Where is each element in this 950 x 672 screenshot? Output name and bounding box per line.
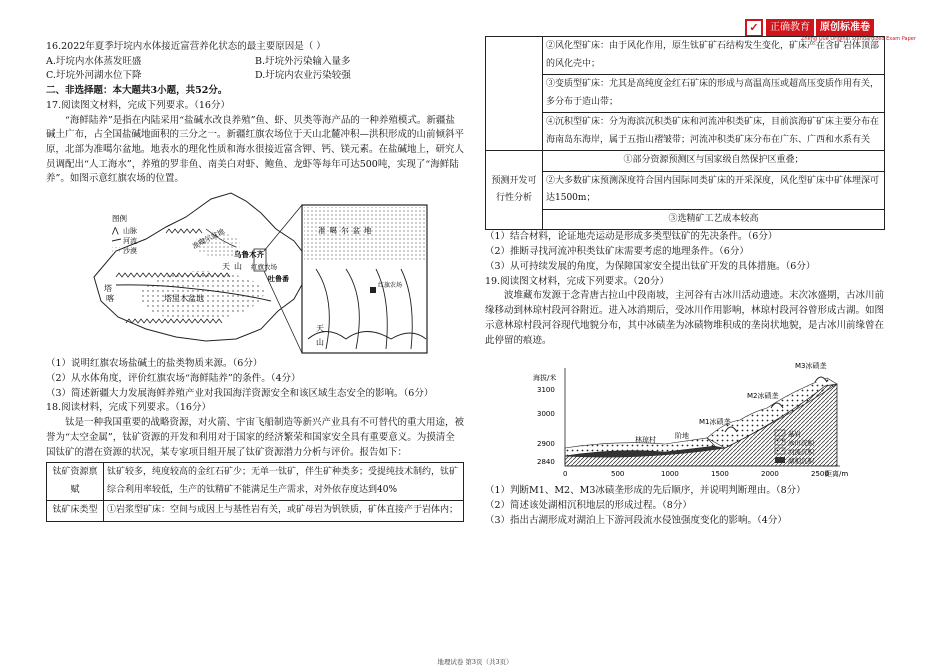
table-row — [486, 209, 885, 230]
map-legend — [111, 213, 137, 255]
left-column — [46, 40, 464, 522]
q16-option-b[interactable]: B.圩垸外污染输入量多 — [255, 55, 351, 67]
y-tick-2900: 2900 — [537, 440, 555, 449]
x-tick-0: 0 — [563, 470, 568, 479]
y-tick-3100: 3100 — [537, 386, 555, 395]
table-row — [486, 113, 885, 151]
table-cell-feasibility-3: ③选精矿工艺成本较高 — [543, 209, 885, 230]
q17-sub2: （2）从水体角度，评价红旗农场“海鲜陆养”的条件。（4分） — [46, 372, 301, 384]
x-tick-1500: 1500 — [711, 470, 729, 479]
table-cell-endowment: 钛矿较多，纯度较高的金红石矿少；无单一钛矿，伴生矿种类多；受提纯技术制约，钛矿综合利用率较低，生产的钛精矿不能满足生产需求，对外依存度达到40% — [104, 463, 464, 501]
q19-head: 19.阅读图文材料，完成下列要求。（20分） — [485, 275, 669, 287]
table-cell-type-3: ③变质型矿床：尤其是高纯度金红石矿床的形成与高温高压或超高压变质作用有关，多分布于造山带； — [543, 75, 885, 113]
q18-sub3: （3）从可持续发展的角度，为保障国家安全提出钛矿开发的具体措施。（6分） — [485, 260, 816, 272]
q17-para: “海鲜陆养”是指在内陆采用“盐碱水改良养殖”鱼、虾、贝类等海产品的一种养殖模式。新疆盐碱土广布，占全国盐碱地面积的三分之一。新疆红旗农场位于天山北麓冲积—洪积形成的山前倾斜平原，北部为准噶尔盆地。地表水的理化性质和海水很接近富含钾、钙、镁元素。在盐碱地上，研究人员调配出“人工海水”，养殖的罗非鱼、南美白对虾、鲍鱼、龙虾等每年可达500吨，实现了“海鲜陆养”。如图示意红旗农场的位置。 — [46, 114, 465, 185]
label-tarim: 塔里木盆地 — [164, 294, 204, 304]
table-cell-type-4: ④沉积型矿床：分为海滨沉积类矿床和河流冲积类矿床，目前滨海矿矿床主要分布在海南岛东海岸，属于五指山褶皱带；河流冲积类矿床分布在广东、广西和水系有关 — [543, 113, 885, 151]
label-m2: M2冰碛垄 — [747, 392, 779, 401]
m3-moraine — [815, 377, 827, 382]
legend-river: 河流 — [123, 237, 137, 246]
titanium-table-part2 — [485, 36, 885, 230]
inset-label-shan: 山 — [316, 338, 324, 348]
label-ta: 塔 — [104, 284, 112, 294]
table-head-type: 钛矿床类型 — [47, 501, 104, 522]
inset-farm-marker — [370, 287, 376, 293]
xinjiang-map — [46, 189, 464, 355]
inset-label-farm: 红旗农场 — [378, 282, 403, 290]
table-row — [47, 501, 464, 522]
bedrock-legend-icon — [775, 430, 785, 436]
q19-para: 波堆藏布发源于念青唐古拉山中段南坡，主河谷有古冰川活动遗迹。末次冰盛期，古冰川前缘移动到林琼村段河谷附近。进入冰消期后，受冰川作用影响，林琼村段河谷曾形成古湖。如图示意林琼村段河谷现代地貌分布，其中冰碛垄为冰碛物堆积成的垄岗状地貌，是古冰川前缘曾在此停留的痕迹。 — [485, 290, 885, 346]
legend-lake: 湖相沉积 — [788, 457, 814, 466]
legend-bedrock: 基岩 — [788, 430, 801, 439]
y-tick-3000: 3000 — [537, 410, 555, 419]
profile-ylabel: 海拔/米 — [533, 374, 557, 383]
table-cell-feasibility-1: ①部分资源预测区与国家级自然保护区重叠； — [543, 151, 885, 172]
x-tick-2000: 2000 — [761, 470, 779, 479]
logo-text-a: 正确教育 — [766, 19, 814, 37]
q16-stem: 16.2022年夏季圩垸内水体接近富营养化状态的最主要原因是（ ） — [46, 41, 326, 52]
q17-sub1: （1）说明红旗农场盐碱土的盐类物质来源。（6分） — [46, 358, 263, 370]
label-shan: 山 — [234, 262, 242, 272]
label-ka: 喀 — [106, 294, 114, 304]
river-legend-icon — [112, 239, 121, 241]
valley-profile — [485, 348, 885, 484]
page-footer: 地理试卷 第3页（共3页） — [437, 658, 513, 666]
q16-option-d[interactable]: D.圩垸内农业污染较强 — [255, 70, 351, 82]
x-unit: 距离/m — [825, 470, 849, 479]
q18-sub1: （1）结合材料，论证地壳运动是形成多类型钛矿的先决条件。（6分） — [485, 231, 778, 243]
table-cell-feasibility-2: ②大多数矿床预测深度符合国内国际同类矿床的开采深度，风化型矿床中矿体埋深可达1500m； — [543, 171, 885, 209]
q18-para: 钛是一种我国重要的战略资源，对火箭、宇宙飞船制造等新兴产业具有不可替代的重大用途，被誉为“太空金属”，钛矿资源的开发和利用对于国家的经济繁荣和国家安全具有重要意义。为摸清全国钛矿的潜在资源的状况，某专家项目组开展了钛矿资源潜力分析与评价。报告如下： — [46, 417, 465, 458]
logo-subtitle: Zheng Que Original Standardized Exam Paper — [801, 36, 916, 42]
right-column — [485, 36, 885, 528]
q18-head: 18.阅读材料，完成下列要求。（16分） — [46, 402, 211, 414]
q19-sub1: （1）判断M1、M2、M3冰碛垄形成的先后顺序，并说明判断理由。（8分） — [485, 485, 806, 497]
logo-text-b: 原创标准卷 — [816, 19, 874, 37]
q19-sub3: （3）指出古湖形成对湖泊上下游河段流水侵蚀强度变化的影响。（4分） — [485, 514, 787, 526]
legend-mountain: 山脉 — [123, 227, 137, 236]
table-cell-type-1: ①岩浆型矿床：空间与成因上与基性岩有关，或矿母岩为钒铁质，矿体直接产于岩体内； — [104, 501, 464, 522]
inset-label-junggar: 准噶尔盆地 — [318, 226, 376, 236]
label-hongqi: 红旗农场 — [251, 263, 277, 272]
q17-head: 17.阅读图文材料，完成下列要求。（16分） — [46, 99, 230, 111]
x-tick-2500: 2500 — [811, 470, 829, 479]
legend-desert: 沙漠 — [123, 247, 137, 256]
titanium-table-part1 — [46, 462, 464, 522]
label-turpan: 吐鲁番 — [268, 275, 289, 284]
label-junggar: 准噶尔盆地 — [191, 227, 226, 251]
table-row — [47, 463, 464, 501]
mountain-legend-icon: ⋀ — [112, 226, 119, 236]
glacier-legend-icon — [775, 439, 785, 445]
lake-legend-icon — [775, 457, 785, 463]
label-m3: M3冰碛垄 — [795, 362, 827, 371]
label-terrace: 阶地 — [675, 432, 689, 441]
river-legend-icon — [775, 448, 785, 454]
q19-sub2: （2）简述该处湖相沉积地层的形成过程。（8分） — [485, 499, 692, 511]
table-cell-type-2: ②风化型矿床：由于风化作用，原生钛矿矿石结构发生变化，矿床产在含矿岩体顶部的风化壳中； — [543, 37, 885, 75]
label-m1: M1冰碛垄 — [699, 418, 731, 427]
y-tick-2840: 2840 — [537, 458, 555, 467]
section-heading: 二、非选择题：本大题共3小题，共52分。 — [46, 85, 228, 97]
label-linqiong: 林琼村 — [635, 436, 656, 445]
x-tick-1000: 1000 — [661, 470, 679, 479]
label-tian: 天 — [222, 262, 230, 272]
q16-options — [46, 55, 464, 84]
legend-river-deposit: 河流沉积 — [788, 448, 814, 457]
table-row — [486, 171, 885, 209]
table-head-endowment: 钛矿资源禀赋 — [47, 463, 104, 501]
table-row — [486, 75, 885, 113]
label-urumqi: 乌鲁木齐 — [234, 250, 264, 260]
table-head-feasibility: 预测开发可行性分析 — [486, 151, 543, 230]
legend-glacier: 冰川沉积 — [788, 439, 814, 448]
table-row — [486, 151, 885, 172]
q16-option-a[interactable]: A.圩垸内水体蒸发旺盛 — [46, 55, 142, 67]
table-row — [486, 37, 885, 75]
desert-legend-icon — [112, 247, 120, 253]
q17-sub3: （3）简述新疆大力发展海鲜养殖产业对我国海洋资源安全和该区域生态安全的影响。（6分） — [46, 387, 434, 399]
legend-title: 图例 — [112, 214, 127, 224]
x-tick-500: 500 — [611, 470, 625, 479]
check-icon: ✓ — [745, 19, 763, 37]
q16-option-c[interactable]: C.圩垸外河湖水位下降 — [46, 70, 142, 82]
inset-label-tian: 天 — [316, 324, 324, 334]
q18-sub2: （2）推断寻找河流冲积类钛矿床需要考虑的地理条件。（6分） — [485, 246, 749, 258]
